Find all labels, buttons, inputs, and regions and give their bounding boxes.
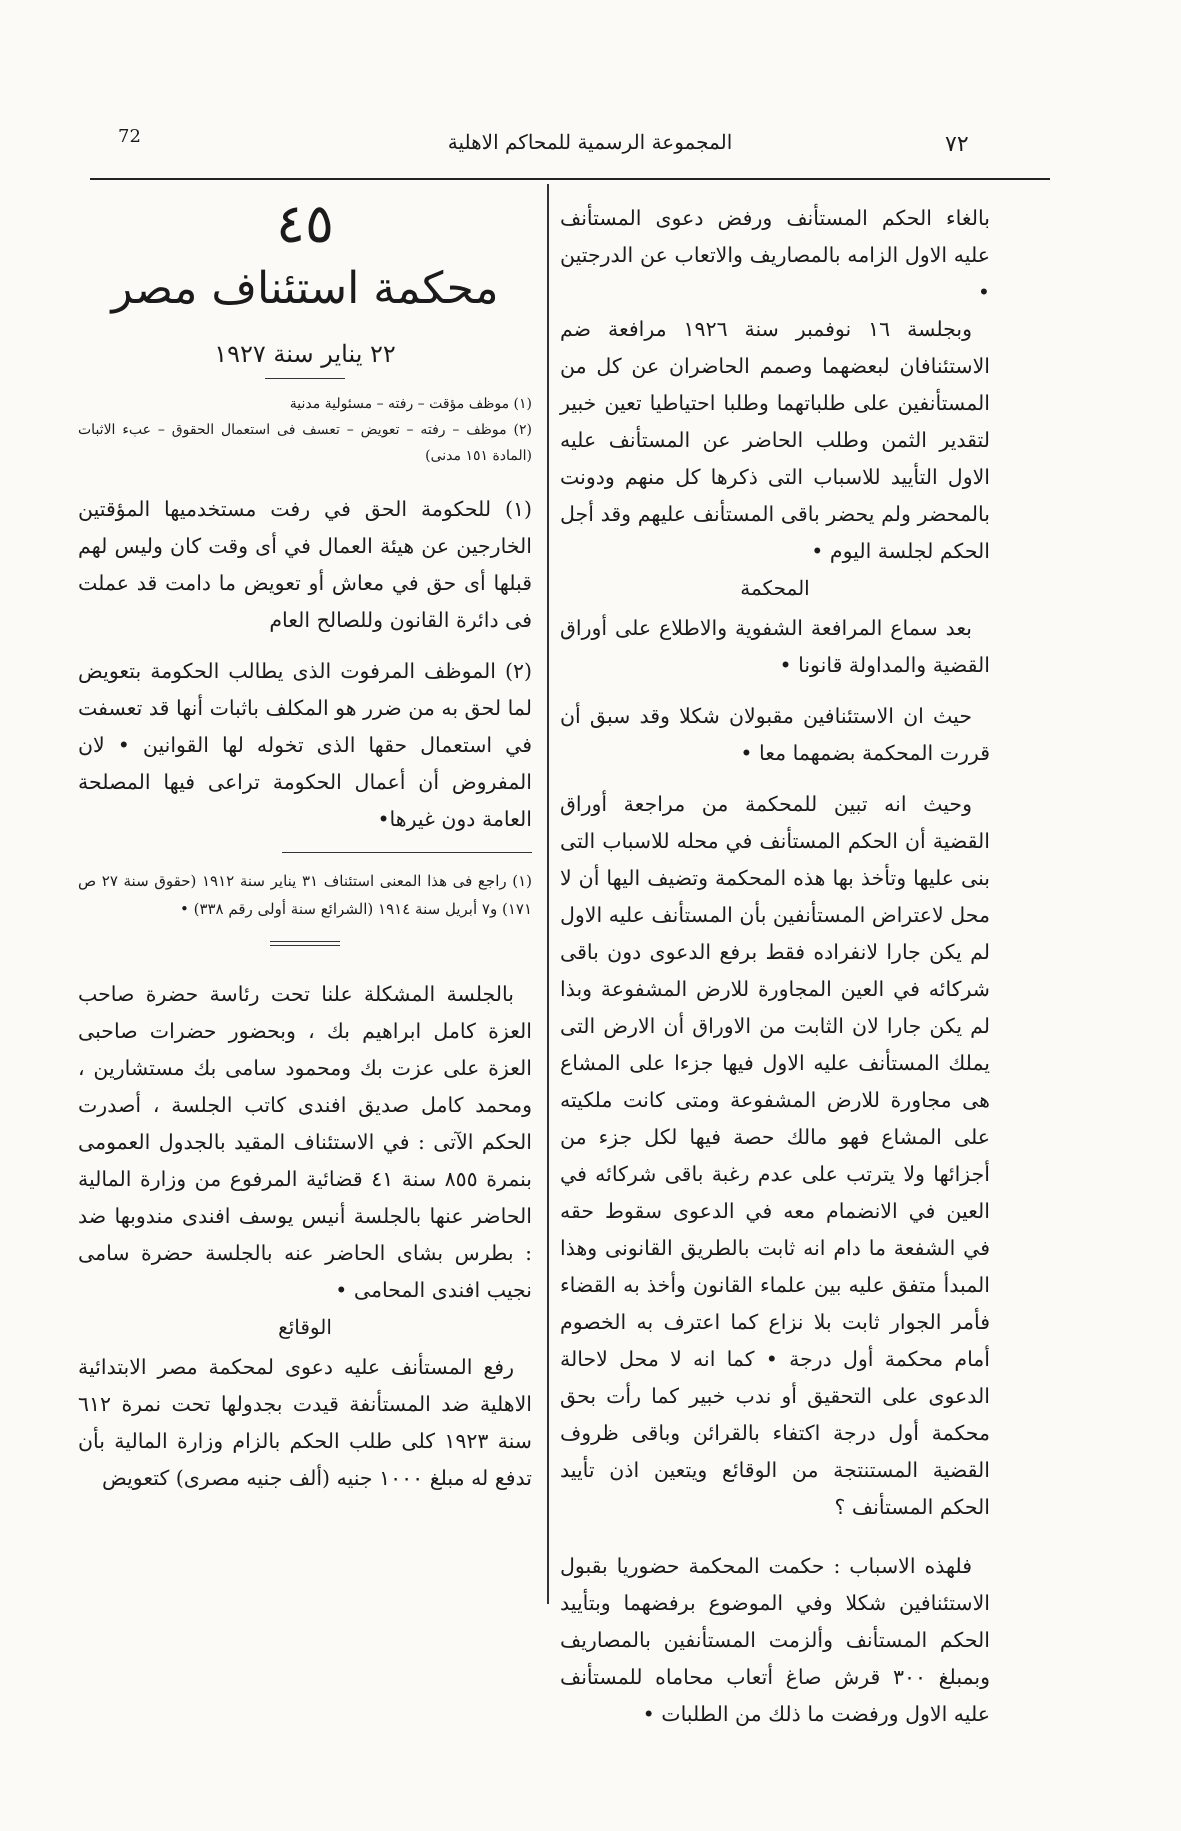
right-column xyxy=(560,200,990,1733)
paragraph: بعد سماع المرافعة الشفوية والاطلاع على أوراق القضية والمداولة قانونا • xyxy=(560,616,990,677)
legal-principle: (٢) الموظف المرفوت الذى يطالب الحكومة بتعويض لما لحق به من ضرر هو المكلف باثبات أنها قد تعسفت في استعمال حقها الذى تخوله لها القوانين • لان المفروض أن أعمال الحكومة تراعى فيها المصلحة العامة دون غيرها• xyxy=(78,659,532,831)
footnote: (١) راجع فى هذا المعنى استئناف ٣١ يناير سنة ١٩١٢ (حقوق سنة ٢٧ ص ١٧١) و٧ أبريل سنة ١٩١٤ (الشرائع سنة أولى رقم ٣٣٨) • xyxy=(78,872,532,918)
left-column xyxy=(78,192,532,1497)
paragraph: فلهذه الاسباب : حكمت المحكمة حضوريا بقبول الاستئنافين شكلا وفي الموضوع برفضهما وبتأييد الحكم المستأنف وألزمت المستأنفين بالمصاريف وبمبلغ ٣٠٠ قرش صاغ أتعاب محاماه للمستأنف عليه الاول ورفضت ما ذلك من الطلبات • xyxy=(560,1554,990,1726)
paragraph: رفع المستأنف عليه دعوى لمحكمة مصر الابتدائية الاهلية ضد المستأنفة قيدت بجدولها تحت نمرة ٦١٢ سنة ١٩٢٣ كلى طلب الحكم بالزام وزارة المالية بأن تدفع له مبلغ ١٠٠٠ جنيه (ألف جنيه مصرى) كتعويض xyxy=(78,1355,532,1490)
legal-principle: (١) للحكومة الحق في رفت مستخدميها المؤقتين الخارجين عن هيئة العمال في أى وقت كان وليس لهم قبلها أى حق في معاش أو تعويض ما دامت قد عملت فى دائرة القانون وللصالح العام xyxy=(78,497,532,632)
column-divider xyxy=(547,184,549,1604)
court-name: محكمة استئناف مصر xyxy=(111,263,499,314)
section-separator xyxy=(270,941,340,946)
judgment-date: ٢٢ يناير سنة ١٩٢٧ xyxy=(214,340,396,368)
paragraph: حيث ان الاستئنافين مقبولان شكلا وقد سبق أن قررت المحكمة بضمهما معا • xyxy=(560,704,990,765)
paragraph: وحيث انه تبين للمحكمة من مراجعة أوراق القضية أن الحكم المستأنف في محله للاسباب التى بنى عليها وتأخذ بها هذه المحكمة وتضيف اليها أن لا محل لاعتراض المستأنفين بأن المستأنف عليه الاول لم يكن جارا لانفراده فقط برفع الدعوى دون باقى شركائه في العين المجاورة للارض المشفوعة وبذا لم يكن جارا لان الثابت من الاوراق أن الارض التى يملك المستأنف عليه الاول فيها جزءا على المشاع هى مجاورة للارض المشفوعة ومتى كانت ملكيته على المشاع فهو مالك حصة فيها لكل جزء من أجزائها ولا يترتب على عدم رغبة باقى شركائه في العين في الانضمام معه في الدعوى سقوط حقه في الشفعة ما دام انه ثابت بالطريق القانونى وهذا المبدأ متفق عليه بين علماء القانون وأخذ به القضاء فأمر الجوار ثابت بلا نزاع كما اعترف به الخصوم أمام محكمة أول درجة • كما انه لا محل لاحالة الدعوى على التحقيق أو ندب خبير كما رأت بحق محكمة أول درجة اكتفاء بالقرائن وباقى ظروف القضية المستنتجة من الوقائع ويتعين اذن تأييد الحكم المستأنف ؟ xyxy=(560,792,990,1519)
footnote-rule xyxy=(282,852,532,853)
summary-line: (١) موظف مؤقت – رفته – مسئولية مدنية xyxy=(289,396,532,412)
header-rule xyxy=(90,178,1050,180)
paragraph: وبجلسة ١٦ نوفمبر سنة ١٩٢٦ مرافعة ضم الاستئنافان لبعضهما وصمم الحاضران عن كل من المستأنفين على طلباتهما وطلبا احتياطيا تعين خبير لتقدير الثمن وطلب الحاضر عن المستأنف عليه الاول التأييد للاسباب التى ذكرها كل منهم ودونت بالمحضر ولم يحضر باقى المستأنف عليهم وقد أجل الحكم لجلسة اليوم • xyxy=(560,317,990,563)
page-number-latin: 72 xyxy=(118,126,141,147)
running-header-title: المجموعة الرسمية للمحاكم الاهلية xyxy=(447,130,733,154)
page-number-arabic: ٧٢ xyxy=(945,132,969,157)
divider xyxy=(265,378,345,379)
facts-heading: الوقائع xyxy=(278,1315,332,1339)
case-number: ٤٥ xyxy=(275,192,334,255)
section-heading: المحكمة xyxy=(740,576,810,600)
summary-line: (٢) موظف – رفته – تعويض – تعسف فى استعمال الحقوق – عبء الاثبات (المادة ١٥١ مدنى) xyxy=(78,422,532,464)
paragraph: بالجلسة المشكلة علنا تحت رئاسة حضرة صاحب العزة كامل ابراهيم بك ، وبحضور حضرات صاحبى العزة على عزت بك ومحمود سامى بك مستشارين ، ومحمد كامل صديق افندى كاتب الجلسة ، أصدرت الحكم الآتى : في الاستئناف المقيد بالجدول العمومى بنمرة ٨٥٥ سنة ٤١ قضائية المرفوع من وزارة المالية الحاضر عنها بالجلسة أنيس يوسف افندى مندوبها ضد : بطرس بشاى الحاضر عنه بالجلسة حضرة سامى نجيب افندى المحامى • xyxy=(78,982,533,1302)
paragraph: بالغاء الحكم المستأنف ورفض دعوى المستأنف عليه الاول الزامه بالمصاريف والاتعاب عن الدرجتين • xyxy=(560,206,990,304)
